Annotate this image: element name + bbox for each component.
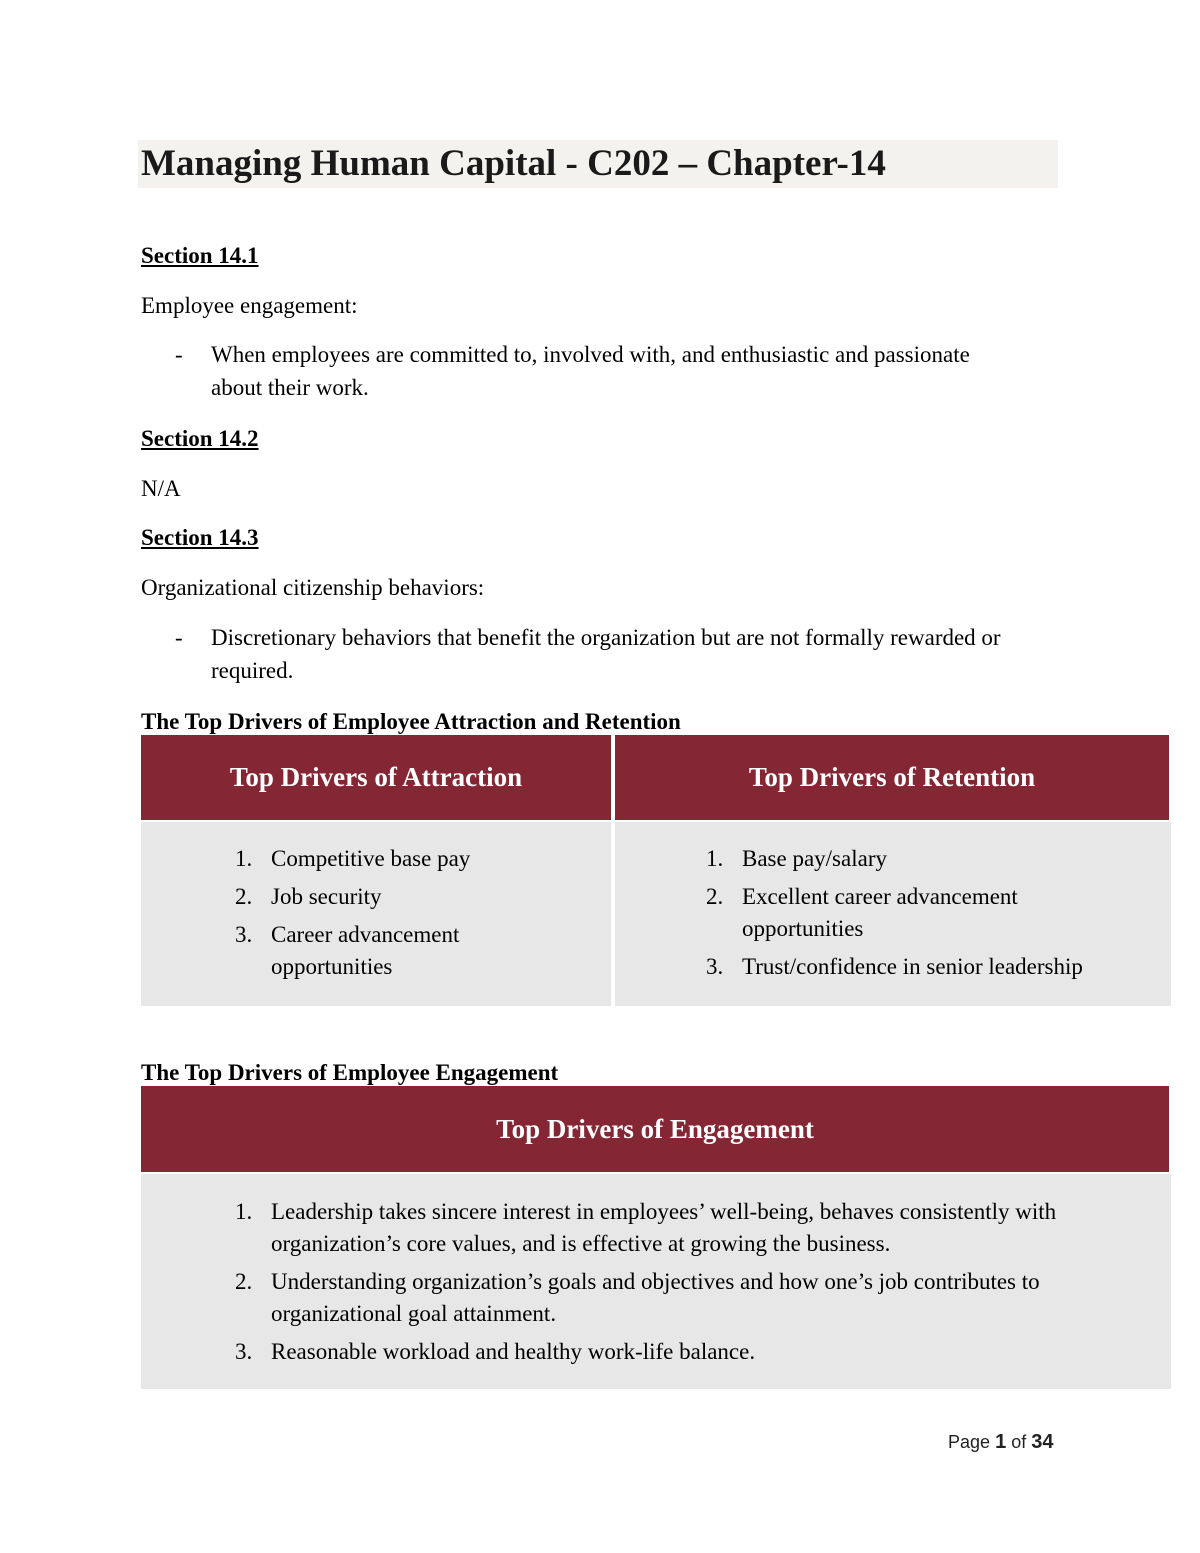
list-item: 3. Trust/confidence in senior leadership — [706, 954, 1083, 979]
table-caption-attraction-retention: The Top Drivers of Employee Attraction and Retention — [141, 709, 681, 734]
bullet-employee-engagement — [141, 338, 1041, 404]
engagement-list — [235, 1196, 1135, 1368]
bullet-text: Discretionary behaviors that benefit the organization but are not formally rewarded or required. — [211, 625, 1001, 683]
attraction-list — [235, 843, 611, 983]
header-attraction — [141, 735, 611, 820]
cell-attraction-list — [141, 822, 611, 1006]
bullet-marker: - — [175, 342, 183, 367]
section-14-2-text: N/A — [141, 476, 181, 501]
cell-retention-list — [615, 822, 1171, 1006]
list-item: 2. Excellent career advancement opportunities — [706, 884, 1018, 941]
section-heading-14-3: Section 14.3 — [141, 525, 259, 550]
header-engagement — [141, 1086, 1169, 1172]
list-item: 1. Base pay/salary — [706, 846, 887, 871]
bullet-text: When employees are committed to, involved with, and enthusiastic and passionate about their work. — [211, 342, 970, 400]
header-attraction-label: Top Drivers of Attraction — [229, 762, 523, 792]
list-item: 1. Leadership takes sincere interest in employees’ well-being, behaves consistently with organization’s core values, and is effective at growing the business. — [235, 1199, 1057, 1256]
page-title: Managing Human Capital - C202 – Chapter-14 — [141, 143, 886, 184]
list-item: 3. Reasonable workload and healthy work-life balance. — [235, 1339, 756, 1364]
table-caption-engagement: The Top Drivers of Employee Engagement — [141, 1060, 559, 1085]
header-engagement-label: Top Drivers of Engagement — [496, 1113, 814, 1144]
bullet-organizational-citizenship — [141, 621, 1041, 687]
list-item: 1. Competitive base pay — [235, 846, 471, 871]
header-retention-label: Top Drivers of Retention — [748, 762, 1036, 792]
retention-list — [706, 843, 1171, 983]
term-organizational-citizenship: Organizational citizenship behaviors: — [141, 575, 485, 600]
list-item: 2. Job security — [235, 884, 382, 909]
cell-engagement-list — [141, 1174, 1171, 1389]
section-heading-14-1: Section 14.1 — [141, 243, 259, 268]
bullet-marker: - — [175, 625, 183, 650]
header-retention — [615, 735, 1169, 820]
list-item: 2. Understanding organization’s goals and objectives and how one’s job contributes to organizational goal attainment. — [235, 1269, 1040, 1326]
list-item: 3. Career advancement opportunities — [235, 922, 460, 979]
term-employee-engagement: Employee engagement: — [141, 293, 358, 318]
section-heading-14-2: Section 14.2 — [141, 426, 259, 451]
page-number: Page 1 of 34 — [948, 1431, 1054, 1453]
